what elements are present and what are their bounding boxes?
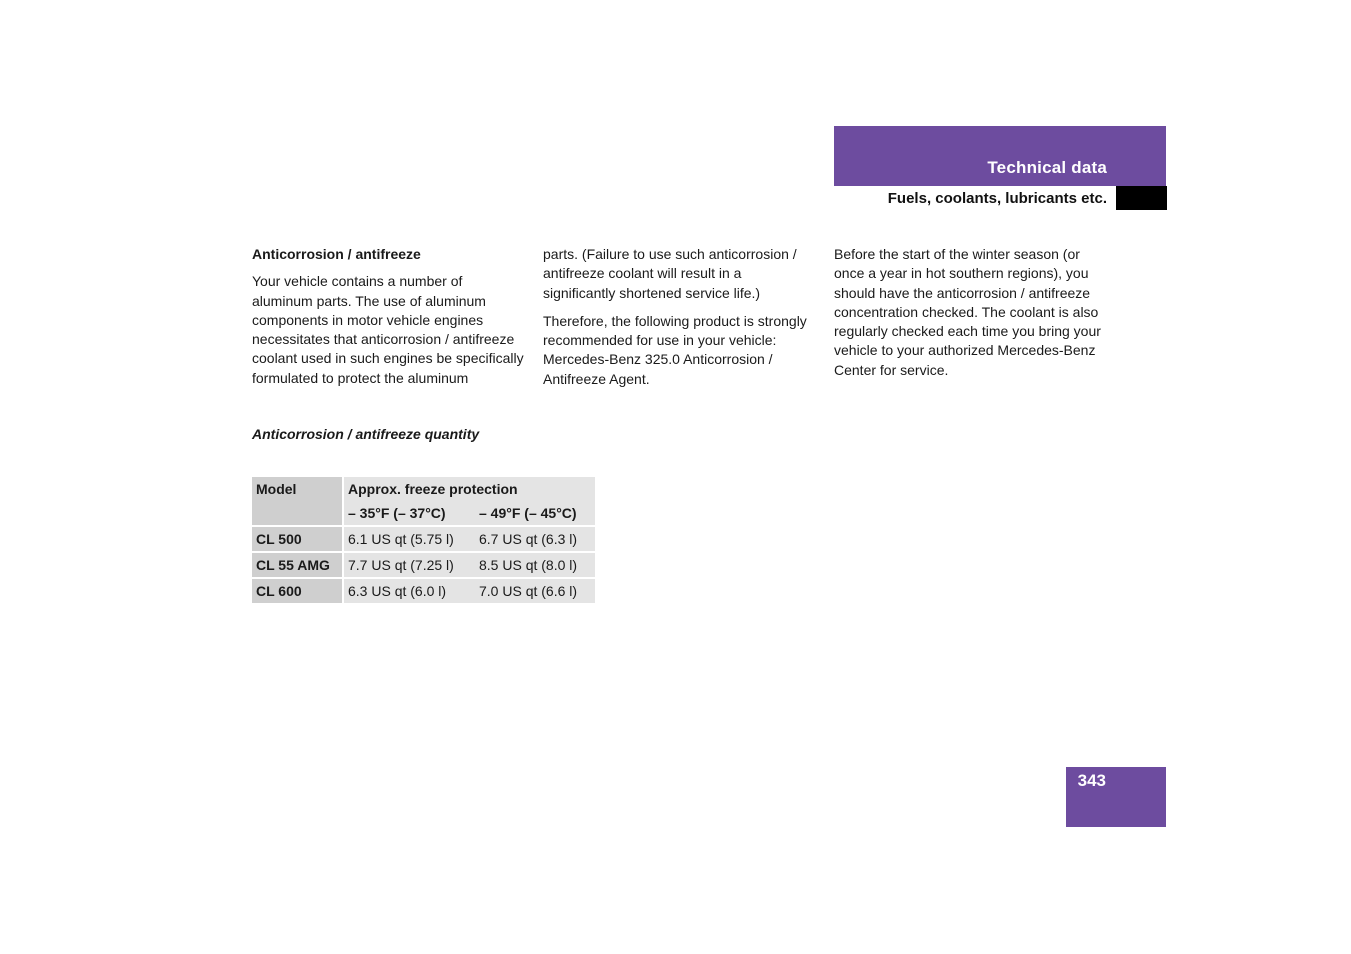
chapter-header <box>834 126 1166 186</box>
column-header-49f: – 49°F (– 45°C) <box>475 501 595 526</box>
text-column-3 <box>834 245 1106 389</box>
row-value-49f: 6.7 US qt (6.3 l) <box>475 526 595 552</box>
section-heading: Anticorrosion / antifreeze <box>252 246 421 262</box>
page-number: 343 <box>1077 771 1106 790</box>
column-header-35f: – 35°F (– 37°C) <box>343 501 475 526</box>
paragraph-recommended-product: Therefore, the following product is strongly recommended for use in your vehicle: Mercedes-Benz 325.0 Anticorrosion / Antifreeze Agent. <box>543 312 807 387</box>
row-value-35f: 6.1 US qt (5.75 l) <box>343 526 475 552</box>
table-header-row <box>252 477 595 501</box>
row-value-49f: 8.5 US qt (8.0 l) <box>475 552 595 578</box>
chapter-title: Technical data <box>987 158 1107 177</box>
row-value-35f: 7.7 US qt (7.25 l) <box>343 552 475 578</box>
column-header-freeze-protection: Approx. freeze protection <box>343 477 595 501</box>
table-row <box>252 578 595 603</box>
paragraph-winter-check: Before the start of the winter season (or once a year in hot southern regions), you should have the anticorrosion / antifreeze concentration checked. The coolant is also regularly checked each time you bring your vehicle to your authorized Mercedes-Benz Center for service. <box>834 246 1101 378</box>
table-row <box>252 526 595 552</box>
row-model: CL 500 <box>252 526 343 552</box>
row-value-35f: 6.3 US qt (6.0 l) <box>343 578 475 603</box>
freeze-protection-table <box>252 477 595 603</box>
text-column-2 <box>543 245 815 398</box>
page-number-box <box>1066 767 1166 827</box>
text-column-1 <box>252 245 524 397</box>
table-row <box>252 552 595 578</box>
row-value-49f: 7.0 US qt (6.6 l) <box>475 578 595 603</box>
paragraph-aluminum-parts: Your vehicle contains a number of aluminum parts. The use of aluminum components in motor vehicle engines necessitates that anticorrosion / antifreeze coolant used in such engines be specifically formulated to protect the aluminum <box>252 273 524 386</box>
column-header-model: Model <box>252 477 343 526</box>
row-model: CL 600 <box>252 578 343 603</box>
row-model: CL 55 AMG <box>252 552 343 578</box>
table-heading: Anticorrosion / antifreeze quantity <box>252 426 480 442</box>
paragraph-service-life: parts. (Failure to use such anticorrosion / antifreeze coolant will result in a significantly shortened service life.) <box>543 246 797 301</box>
section-title: Fuels, coolants, lubricants etc. <box>887 190 1107 207</box>
section-tab-marker <box>1116 186 1167 210</box>
